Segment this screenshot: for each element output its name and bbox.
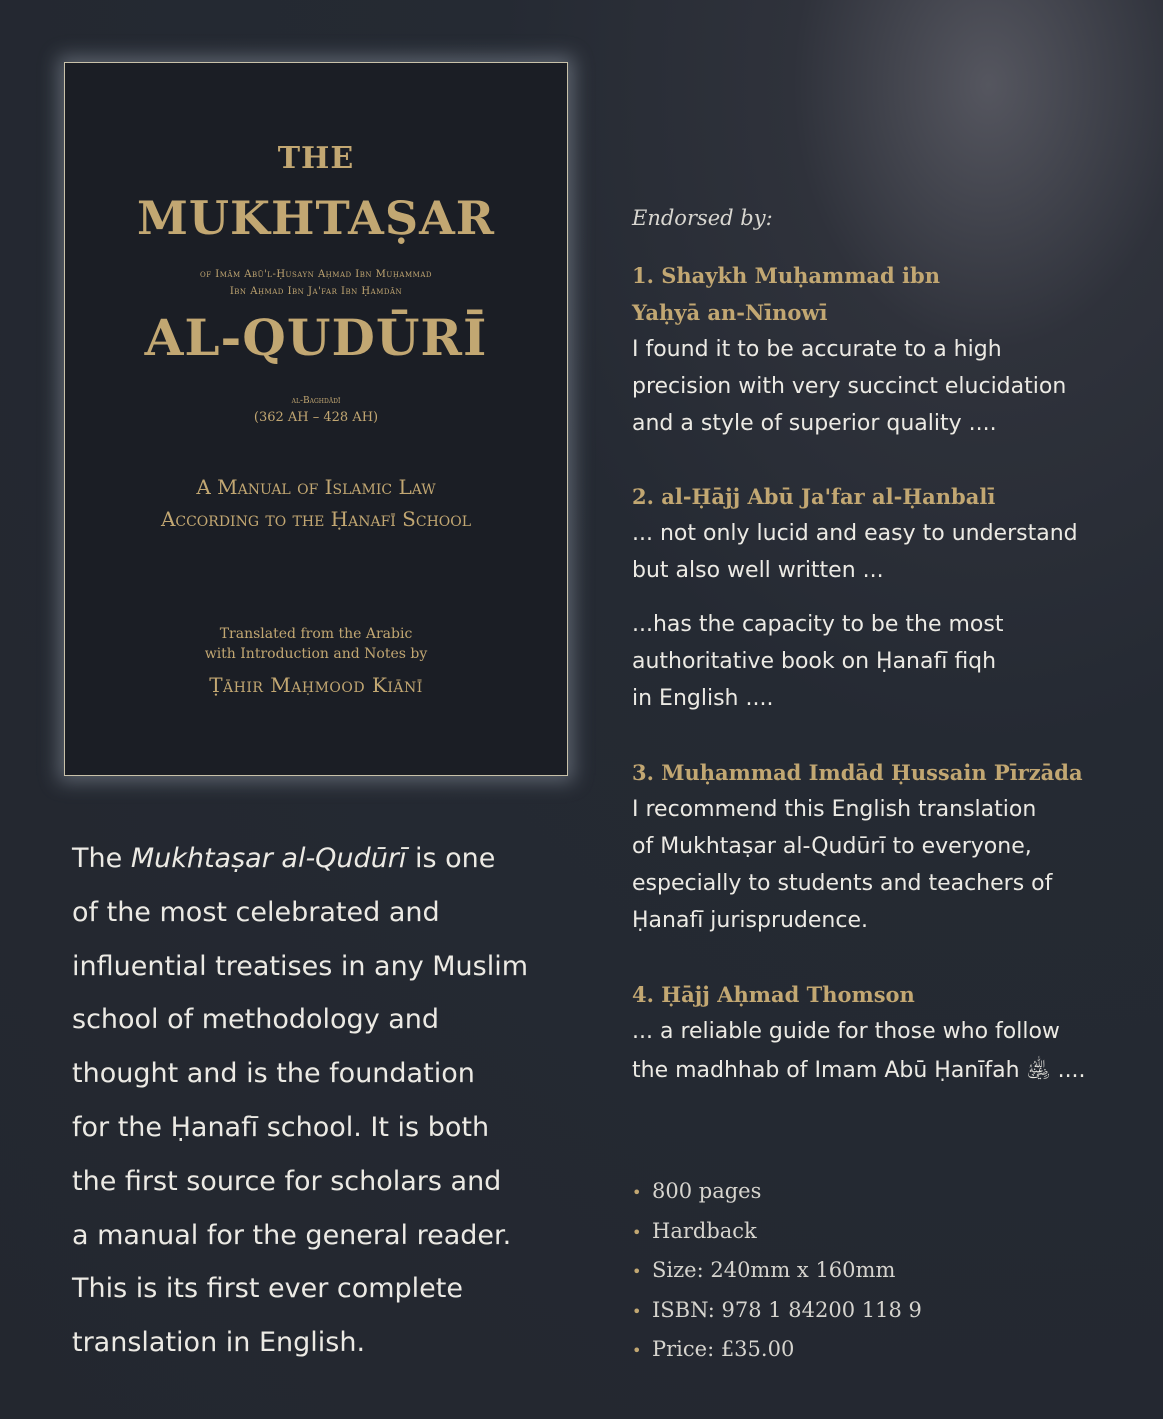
cover-author-name: AL-QUDŪRĪ [144, 308, 488, 367]
endorser-4-name: 4. Ḥājj Aḥmad Thomson [632, 982, 915, 1007]
book-description [72, 832, 572, 1370]
spec-value: 800 pages [652, 1179, 762, 1203]
bullet-icon: • [632, 1222, 642, 1242]
cover-author-line-1: of Imām Abū'l-Ḥusayn Aḥmad Ibn Muḥammad [200, 269, 432, 280]
desc-line: thought and is the foundation [72, 1058, 475, 1090]
endorsement-2-text: ... not only lucid and easy to understand [632, 521, 1078, 546]
spec-binding [632, 1212, 922, 1252]
spec-value: Price: £35.00 [652, 1337, 795, 1361]
desc-line: the first source for scholars and [72, 1165, 502, 1197]
cover-subtitle-2: According to the Ḥanafī School [160, 507, 472, 531]
endorsement-1-text: precision with very succinct elucidation [632, 374, 1067, 399]
desc-line: translation in English. [72, 1327, 366, 1359]
desc-line: influential treatises in any Muslim [72, 950, 529, 982]
cover-subtitle-1: A Manual of Islamic Law [196, 475, 436, 499]
desc-line: for the Ḥanafī school. It is both [72, 1111, 490, 1143]
cover-translated-2: with Introduction and Notes by [204, 646, 428, 662]
cover-nisba: al-Baghdādī [291, 396, 341, 406]
endorsement-2-text: authoritative book on Ḥanafī fiqh [632, 649, 997, 674]
book-specs [632, 1172, 922, 1370]
spec-price [632, 1330, 922, 1370]
cover-translated-1: Translated from the Arabic [219, 626, 413, 642]
endorsement-3-text: of Mukhtaṣar al-Qudūrī to everyone, [632, 834, 1032, 859]
endorsement-2-text: in English .... [632, 686, 774, 711]
endorsement-1-text: I found it to be accurate to a high [632, 337, 1002, 362]
spec-size [632, 1251, 922, 1291]
spec-value: Hardback [652, 1218, 757, 1243]
endorser-2-name: 2. al-Ḥājj Abū Ja'far al-Ḥanbalī [632, 484, 996, 509]
endorsement-3-text: I recommend this English translation [632, 797, 1037, 822]
endorsement-3-text: Ḥanafī jurisprudence. [632, 908, 868, 933]
bullet-icon: • [632, 1341, 642, 1360]
endorsement-3-text: especially to students and teachers of [632, 871, 1053, 896]
endorsed-heading: Endorsed by: [632, 206, 773, 230]
endorsement-2-text: ...has the capacity to be the most [632, 612, 1004, 637]
desc-text: The [72, 843, 131, 874]
cover-title: MUKHTAṢAR [136, 191, 496, 245]
desc-line: of the most celebrated and [72, 896, 440, 928]
endorsement-1-text: and a style of superior quality .... [632, 411, 997, 436]
spec-value: Size: 240mm x 160mm [652, 1258, 896, 1282]
cover-the: THE [277, 141, 355, 176]
spec-pages [632, 1172, 922, 1212]
spec-isbn [632, 1291, 922, 1331]
bullet-icon: • [632, 1262, 642, 1281]
endorser-1-name-line-1: 1. Shaykh Muḥammad ibn [632, 263, 940, 288]
desc-line: This is its first ever complete [72, 1273, 463, 1305]
spec-value: ISBN: 978 1 84200 118 9 [652, 1297, 922, 1322]
endorser-1-name-line-2: Yaḥyā an-Nīnowī [632, 300, 828, 325]
endorsement-4-text: ... a reliable guide for those who follow [632, 1019, 1060, 1044]
bullet-icon: • [632, 1183, 642, 1202]
endorsement-2-text: but also well written ... [632, 558, 884, 583]
cover-translator: Ṭāhir Maḥmood Kiānī [209, 673, 423, 697]
endorsement-4-text: the madhhab of Imam Abū Ḥanīfah ﵁ .... [632, 1058, 1086, 1083]
desc-book-title: Mukhtaṣar al-Qudūrī [130, 843, 407, 874]
endorser-3-name: 3. Muḥammad Imdād Ḥussain Pīrzāda [632, 760, 1083, 785]
book-cover [64, 62, 568, 776]
cover-author-line-2: Ibn Aḥmad Ibn Ja'far Ibn Ḥamdān [229, 286, 403, 297]
bullet-icon: • [632, 1301, 642, 1321]
desc-line: school of methodology and [72, 1004, 440, 1036]
desc-text: is one [406, 843, 496, 874]
desc-line [72, 832, 572, 886]
cover-dates: (362 AH – 428 AH) [253, 410, 379, 425]
desc-line: a manual for the general reader. [72, 1219, 512, 1251]
